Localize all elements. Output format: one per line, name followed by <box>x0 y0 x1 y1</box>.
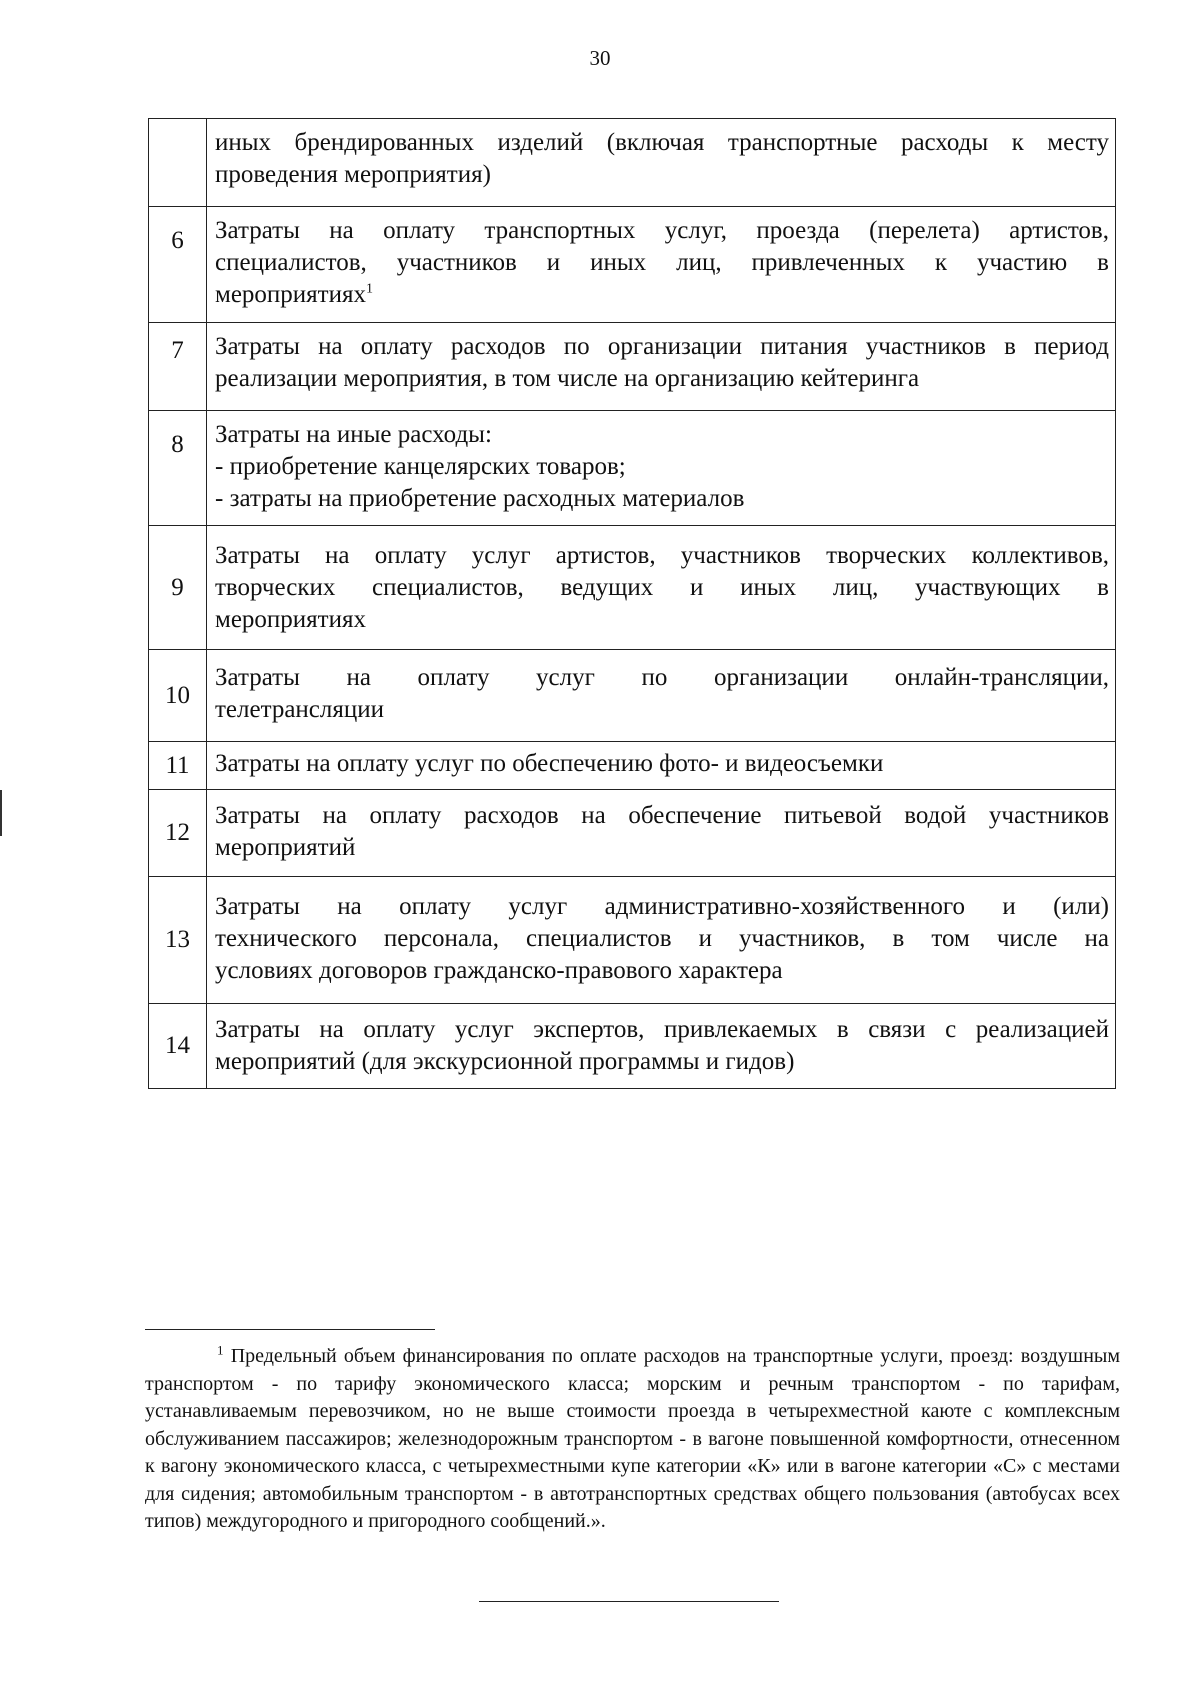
scan-margin-mark <box>0 790 2 836</box>
row-text <box>207 526 1116 650</box>
table-row <box>149 1004 1116 1089</box>
footnote-reference[interactable]: 1 <box>365 281 373 297</box>
table-row <box>149 742 1116 790</box>
table-row <box>149 119 1116 207</box>
page-number: 30 <box>589 46 611 70</box>
row-number <box>149 119 207 207</box>
row-number: 10 <box>149 650 207 742</box>
row-number: 12 <box>149 790 207 877</box>
table-row <box>149 526 1116 650</box>
expense-table <box>148 118 1116 1089</box>
row-text-line: мероприятиях <box>215 281 366 308</box>
table-row <box>149 790 1116 877</box>
row-text-line: - затраты на приобретение расходных материалов <box>215 485 745 512</box>
row-text-line: мероприятиях <box>215 606 366 633</box>
footnote-text: Предельный объем финансирования по оплате расходов на транспортные услуги, проезд: воздушным транспортом - по тарифу экономического класса; морским и речным транспортом - по тарифам, устанавливаемым перевозчиком, но не выше стоимости проезда в четырехместной каюте с комплексным обслуживанием пассажиров; железнодорожным транспортом - в вагоне повышенной комфортности, отнесенном к вагону экономического класса, с четырехместными купе категории «К» или в вагоне категории «С» с местами для сидения; автомобильным транспортом - в автотранспортных средствах общего пользования (автобусах всех типов) междугородного и пригородного сообщений.». <box>145 1345 1120 1532</box>
row-text <box>207 650 1116 742</box>
row-text <box>207 323 1116 411</box>
row-text-line: Затраты на оплату услуг по организации онлайн-трансляции, <box>215 664 1109 691</box>
table-row <box>149 207 1116 323</box>
row-text-line: реализации мероприятия, в том числе на организацию кейтеринга <box>215 365 920 392</box>
row-number: 13 <box>149 877 207 1004</box>
row-text-line: специалистов, участников и иных лиц, привлеченных к участию в <box>215 249 1109 276</box>
row-text-line: мероприятий (для экскурсионной программы и гидов) <box>215 1048 795 1075</box>
row-number: 14 <box>149 1004 207 1089</box>
row-text-line: телетрансляции <box>215 696 385 723</box>
row-text-line: иных брендированных изделий (включая транспортные расходы к месту <box>215 129 1109 156</box>
row-text <box>207 1004 1116 1089</box>
row-text <box>207 877 1116 1004</box>
end-of-document-rule <box>479 1601 779 1602</box>
row-text <box>207 411 1116 526</box>
row-text <box>207 119 1116 207</box>
table-row <box>149 877 1116 1004</box>
footnote <box>145 1343 1120 1536</box>
row-text-line: условиях договоров гражданско-правового характера <box>215 957 783 984</box>
row-number: 7 <box>149 323 207 411</box>
footnote-marker: 1 <box>217 1342 224 1358</box>
row-number: 11 <box>149 742 207 790</box>
table-row <box>149 650 1116 742</box>
row-number: 9 <box>149 526 207 650</box>
row-text-line: Затраты на иные расходы: <box>215 421 492 448</box>
row-text-line: мероприятий <box>215 834 356 861</box>
row-text-line: творческих специалистов, ведущих и иных лиц, участвующих в <box>215 574 1109 601</box>
row-text <box>207 742 1116 790</box>
row-text-line: Затраты на оплату услуг административно-хозяйственного и (или) <box>215 893 1109 920</box>
row-text-line: Затраты на оплату расходов на обеспечение питьевой водой участников <box>215 802 1109 829</box>
row-text-line: Затраты на оплату транспортных услуг, проезда (перелета) артистов, <box>215 217 1109 244</box>
row-text-line: Затраты на оплату расходов по организации питания участников в период <box>215 333 1109 360</box>
row-number: 6 <box>149 207 207 323</box>
table-row <box>149 411 1116 526</box>
row-text-line: Затраты на оплату услуг экспертов, привлекаемых в связи с реализацией <box>215 1016 1109 1043</box>
row-text-line: Затраты на оплату услуг по обеспечению фото- и видеосъемки <box>215 750 884 777</box>
row-text-line: проведения мероприятия) <box>215 161 491 188</box>
row-number: 8 <box>149 411 207 526</box>
row-text-line: Затраты на оплату услуг артистов, участников творческих коллективов, <box>215 542 1109 569</box>
row-text-line: - приобретение канцелярских товаров; <box>215 453 626 480</box>
row-text <box>207 207 1116 323</box>
row-text-line: технического персонала, специалистов и участников, в том числе на <box>215 925 1109 952</box>
row-text <box>207 790 1116 877</box>
footnote-separator <box>145 1329 435 1330</box>
table-row <box>149 323 1116 411</box>
